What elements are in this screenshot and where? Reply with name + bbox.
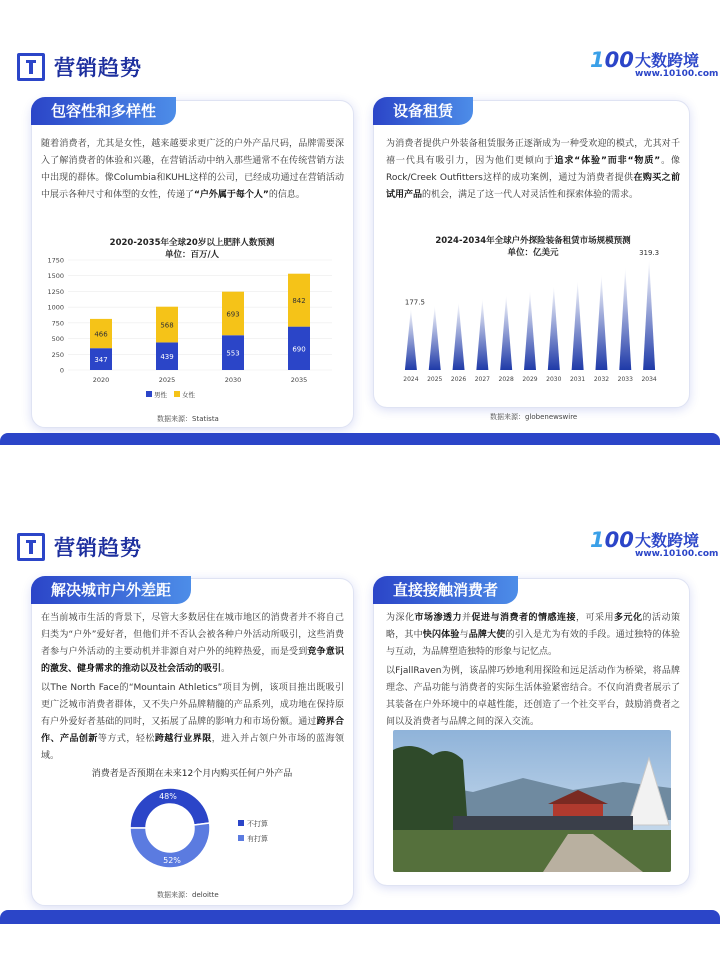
rental-chart-source: 数据来源：globenewswire (490, 413, 578, 421)
legend-label: 不打算 (247, 820, 268, 828)
y-tick-label: 1250 (47, 287, 64, 296)
dtc-tag: 直接接触消费者 (373, 576, 518, 604)
y-tick-label: 750 (51, 319, 64, 328)
y-tick-label: 1500 (47, 272, 64, 281)
y-tick-label: 0 (59, 366, 64, 375)
logo-url: www.10100.com (635, 69, 719, 79)
x-tick-label: 2020 (92, 376, 110, 384)
cone-bar (453, 302, 465, 370)
last-value-label: 319.3 (639, 249, 660, 258)
y-tick-label: 500 (51, 335, 64, 344)
cone-bar (500, 295, 512, 370)
cone-bar (524, 291, 536, 370)
first-value-label: 177.5 (404, 298, 425, 307)
bar-female-label: 568 (160, 321, 174, 330)
cone-bar (476, 299, 488, 370)
y-tick-label: 1000 (47, 303, 64, 312)
cone-bar (405, 308, 417, 370)
urban-tag: 解决城市户外差距 (31, 576, 191, 604)
bar-female-label: 842 (292, 297, 306, 306)
bar-male-label: 553 (226, 349, 240, 358)
x-tick-label: 2034 (641, 376, 657, 383)
obesity-chart-source: 数据来源：Statista (157, 415, 219, 423)
logo-mark: 100 (590, 48, 634, 72)
page-title: 营销趋势 (54, 536, 142, 560)
logo-url: www.10100.com (635, 549, 719, 559)
logo-name: 大数跨境 (635, 51, 700, 70)
x-tick-label: 2031 (569, 376, 586, 383)
bar-female-label: 693 (226, 310, 240, 319)
x-tick-label: 2027 (474, 376, 491, 383)
legend-label: 有打算 (247, 835, 268, 843)
cone-bar (643, 259, 655, 370)
logo-name: 大数跨境 (635, 531, 700, 550)
inclusivity-tag: 包容性和多样性 (31, 97, 176, 125)
dtc-text: 为深化市场渗透力并促进与消费者的情感连接，可采用多元化的活动策略，其中快闪体验与品牌大使的引入是尤为有效的手段。通过独特的体验与互动，为品牌塑造独特的形象与记忆点。 以FjallRaven为例，该品牌巧妙地利用探险和远足活动作为桥梁，将品牌理念、产品功能与消费者的实际生活体验紧密结合。不仅向消费者展示了其装备在户外环境中的卓越性能，还创造了一个社交平台，鼓励消费者之间以及消费者与品牌之间的深入交流。 (386, 613, 680, 727)
x-tick-label: 2030 (224, 376, 242, 384)
x-tick-label: 2032 (593, 376, 610, 383)
bar-male-label: 439 (160, 353, 174, 362)
cone-bar (548, 286, 560, 370)
bar-female-label: 466 (94, 330, 108, 339)
legend-swatch (238, 820, 244, 826)
document-t-icon (17, 53, 45, 81)
rental-chart-title: 2024-2034年全球户外探险装备租赁市场规模预测 单位：亿美元 (435, 236, 631, 258)
purchase-chart-title: 消费者是否预期在未来12个月内购买任何户外产品 (91, 769, 293, 779)
page-gap (0, 445, 720, 480)
cone-bar (429, 305, 441, 370)
x-tick-label: 2035 (290, 376, 308, 384)
obesity-chart-title: 2020-2035年全球20岁以上肥胖人数预测 单位：百万/人 (109, 238, 275, 260)
x-tick-label: 2024 (403, 376, 419, 383)
x-tick-label: 2025 (427, 376, 443, 383)
cone-bar (572, 280, 584, 370)
urban-text: 在当前城市生活的背景下，尽管大多数居住在城市地区的消费者并不将自己归类为“户外”爱好者，但他们并不否认会被各种户外活动所吸引，这些消费者参与户外活动的主要动机并非源自对户外的纯粹热爱，而是受到竞争意识的激发、健身需求的推动以及社会活动的吸引。 以The North Face的“Mountain Athletics”项目为例，该项目推出既吸引更广泛城市消费者群体，又不失户外品牌精髓的产品系列，成功地在保持原有户外爱好者基础的同时，又拓展了品牌的影响力和市场份额。通过跨界合作、产品创新等方式，轻松跨越行业界限，进入并占领户外市场的蓝海领域。 (41, 613, 344, 761)
page-title: 营销趋势 (54, 56, 142, 80)
slide-2 (0, 480, 720, 960)
fjallraven-event-photo (393, 730, 671, 872)
rental-chart (393, 232, 673, 392)
rental-text: 为消费者提供户外装备租赁服务正逐渐成为一种受欢迎的模式，尤其对千禧一代具有吸引力，因为他们更倾向于追求“体验”而非“物质”。像Rock/Creek Outfitters这样的成功案例，通过为消费者提供在购买之前试用产品的机会，满足了这一代人对灵活性和探索体验的需求。 (386, 139, 680, 200)
cone-bar (619, 267, 631, 370)
legend-male-label: 男性 (154, 391, 167, 399)
x-tick-label: 2033 (617, 376, 633, 383)
document-t-icon (17, 533, 45, 561)
bar-male-label: 690 (292, 345, 306, 354)
y-tick-label: 250 (51, 350, 64, 359)
y-tick-label: 1750 (47, 256, 64, 265)
logo-mark: 100 (590, 528, 634, 552)
purchase-pie-chart (120, 778, 300, 878)
x-tick-label: 2029 (522, 376, 538, 383)
legend-female-swatch (174, 391, 180, 397)
legend-female-label: 女性 (182, 391, 195, 399)
x-tick-label: 2026 (450, 376, 467, 383)
purchase-chart-source: 数据来源：deloitte (157, 891, 219, 899)
bottom-band (0, 910, 720, 924)
x-tick-label: 2025 (158, 376, 176, 384)
brand-logo (590, 46, 719, 86)
inclusivity-text: 随着消费者，尤其是女性，越来越要求更广泛的户外产品尺码，品牌需要深入了解消费者的体验和兴趣，在营销活动中纳入那些通常不在传统营销方法中出现的群体。像Columbia和KUHL这样的公司，已经成功通过在营销活动中展示各种尺寸和体型的女性，传递了“户外属于每个人”的信息。 (41, 139, 344, 200)
slice-label: 52% (163, 855, 181, 865)
bar-male-label: 347 (94, 356, 108, 365)
obesity-chart (42, 252, 342, 402)
rental-tag: 设备租赁 (373, 97, 473, 125)
x-tick-label: 2030 (546, 376, 562, 383)
legend-male-swatch (146, 391, 152, 397)
legend-swatch (238, 835, 244, 841)
cone-bar (595, 274, 607, 370)
slice-label: 48% (159, 792, 177, 802)
x-tick-label: 2028 (498, 376, 514, 383)
brand-logo (590, 526, 719, 566)
